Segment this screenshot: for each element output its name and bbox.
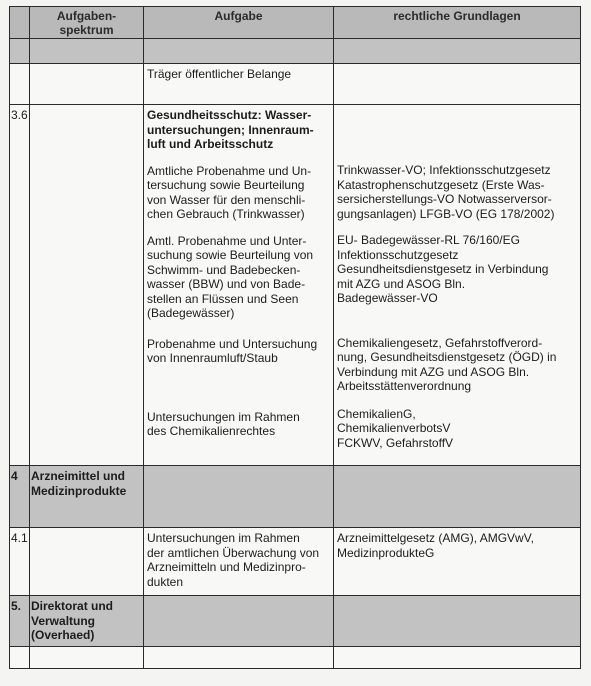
grundlage-chemikalien-2: ChemikalienverbotsV [337, 421, 451, 435]
section-title-direktorat [30, 596, 143, 643]
aufgabe-arzneimittel-2: der amtlichen Überwachung von [147, 545, 320, 560]
grundlage-trinkwasser-3: sersicherstellungs-VO Notwasserversor- [337, 192, 552, 206]
grundlage-arzneimittel-2: MedizinprodukteG [337, 545, 435, 560]
grundlage-arzneimittel-1: Arzneimittelgesetz (AMG), AMGVwV, [337, 531, 534, 545]
cell-aufgabe-4-1 [144, 528, 333, 589]
grundlage-trinkwasser-2: Katastrophenschutzgesetz (Erste Was- [337, 177, 545, 192]
row-number-3-6: 3.6 [11, 108, 28, 122]
cell-traeger: Träger öffentlicher Belange [147, 67, 292, 81]
aufgabe-arzneimittel-3: Arzneimitteln und Medizinpro- [147, 560, 306, 574]
aufgabe-badewasser-2: suchung sowie Beurteilung von [147, 248, 314, 262]
section-title-arzneimittel-2: Medizinprodukte [31, 483, 127, 498]
grundlage-trinkwasser-1: Trinkwasser-VO; Infektionsschutzgesetz [337, 163, 551, 177]
section-title-gesundheitsschutz-3: luft und Arbeitsschutz [147, 137, 274, 151]
section-title-direktorat-3: (Overhaed) [31, 628, 95, 642]
header-cell-number [10, 7, 30, 39]
cell-grundlagen-3-6 [334, 105, 580, 450]
grundlage-chemikalien-1: ChemikalienG, [337, 406, 416, 421]
section-title-direktorat-2: Verwaltung [31, 613, 96, 628]
section-title-arzneimittel [30, 466, 143, 498]
header-cell-rechtliche-grundlagen: rechtliche Grundlagen [334, 7, 581, 39]
header-aufgabenspektrum-line2: spektrum [59, 23, 114, 37]
row-number-5: 5. [11, 599, 22, 613]
aufgabe-trinkwasser-2: tersuchung sowie Beurteilung [147, 178, 305, 192]
aufgabe-chemikalien-1: Untersuchungen im Rahmen [147, 409, 300, 424]
section-title-direktorat-1: Direktorat und [31, 599, 114, 613]
task-table [9, 6, 581, 669]
aufgabe-badewasser-6: (Badegewässer) [147, 306, 235, 320]
header-aufgabenspektrum-line1: Aufgaben- [56, 9, 117, 23]
table-row-3-6 [10, 105, 581, 466]
grundlage-badewasser-5: Badegewässer-VO [337, 291, 438, 305]
aufgabe-badewasser-3: Schwimm- und Badebecken- [147, 262, 301, 277]
aufgabe-trinkwasser-3: von Wasser für den menschli- [147, 192, 306, 207]
table-row-traeger [10, 64, 581, 105]
table-row-4-1 [10, 528, 581, 596]
aufgabe-arzneimittel-4: dukten [147, 574, 184, 589]
aufgabe-trinkwasser-1: Amtliche Probenahme und Un- [147, 163, 312, 178]
header-cell-aufgabenspektrum [30, 7, 144, 39]
row-number-4-1: 4.1 [11, 531, 28, 545]
aufgabe-arzneimittel-1: Untersuchungen im Rahmen [147, 531, 300, 545]
grundlage-trinkwasser-4: gungsanlagen) LFGB-VO (EG 178/2002) [337, 206, 555, 221]
grundlage-innenraumluft-2: nung, Gesundheitsdienstgesetz (ÖGD) in [337, 350, 557, 364]
aufgabe-trinkwasser-4: chen Gebrauch (Trinkwasser) [147, 207, 305, 221]
row-number-4: 4 [11, 469, 18, 483]
table-row-4 [10, 466, 581, 528]
section-title-gesundheitsschutz-1: Gesundheitsschutz: Wasser- [147, 108, 312, 122]
grundlage-innenraumluft-1: Chemikaliengesetz, Gefahrstoffverord- [337, 335, 543, 350]
table-header-row [10, 7, 581, 39]
section-title-arzneimittel-1: Arzneimittel und [31, 469, 126, 483]
grundlage-badewasser-3: Gesundheitsdienstgesetz in Verbindung [337, 262, 549, 276]
cell-grundlagen-4-1 [334, 528, 580, 560]
grundlage-badewasser-2: Infektionsschutzgesetz [337, 247, 459, 262]
cell-aufgabe-3-6 [144, 105, 333, 439]
aufgabe-innenraumluft-2: von Innenraumluft/Staub [147, 351, 278, 365]
header-cell-aufgabe: Aufgabe [144, 7, 334, 39]
table-row-empty [10, 647, 581, 669]
aufgabe-innenraumluft-1: Probenahme und Untersuchung [147, 336, 318, 351]
aufgabe-badewasser-4: wasser (BBW) und von Bade- [147, 277, 306, 291]
table-row-5 [10, 596, 581, 647]
grundlage-badewasser-4: mit AZG und ASOG Bln. [337, 276, 466, 291]
grundlage-chemikalien-3: FCKWV, GefahrstoffV [337, 435, 454, 450]
grundlage-badewasser-1: EU- Badegewässer-RL 76/160/EG [337, 233, 520, 247]
aufgabe-chemikalien-2: des Chemikalienrechtes [147, 424, 276, 438]
table-row-spacer [10, 39, 581, 64]
grundlage-innenraumluft-4: Arbeitsstättenverordnung [337, 379, 472, 393]
grundlage-innenraumluft-3: Verbindung mit AZG und ASOG Bln. [337, 364, 530, 379]
aufgabe-badewasser-5: stellen an Flüssen und Seen [147, 291, 299, 306]
section-title-gesundheitsschutz-2: untersuchungen; Innenraum- [147, 122, 314, 137]
aufgabe-badewasser-1: Amtl. Probenahme und Unter- [147, 233, 307, 248]
